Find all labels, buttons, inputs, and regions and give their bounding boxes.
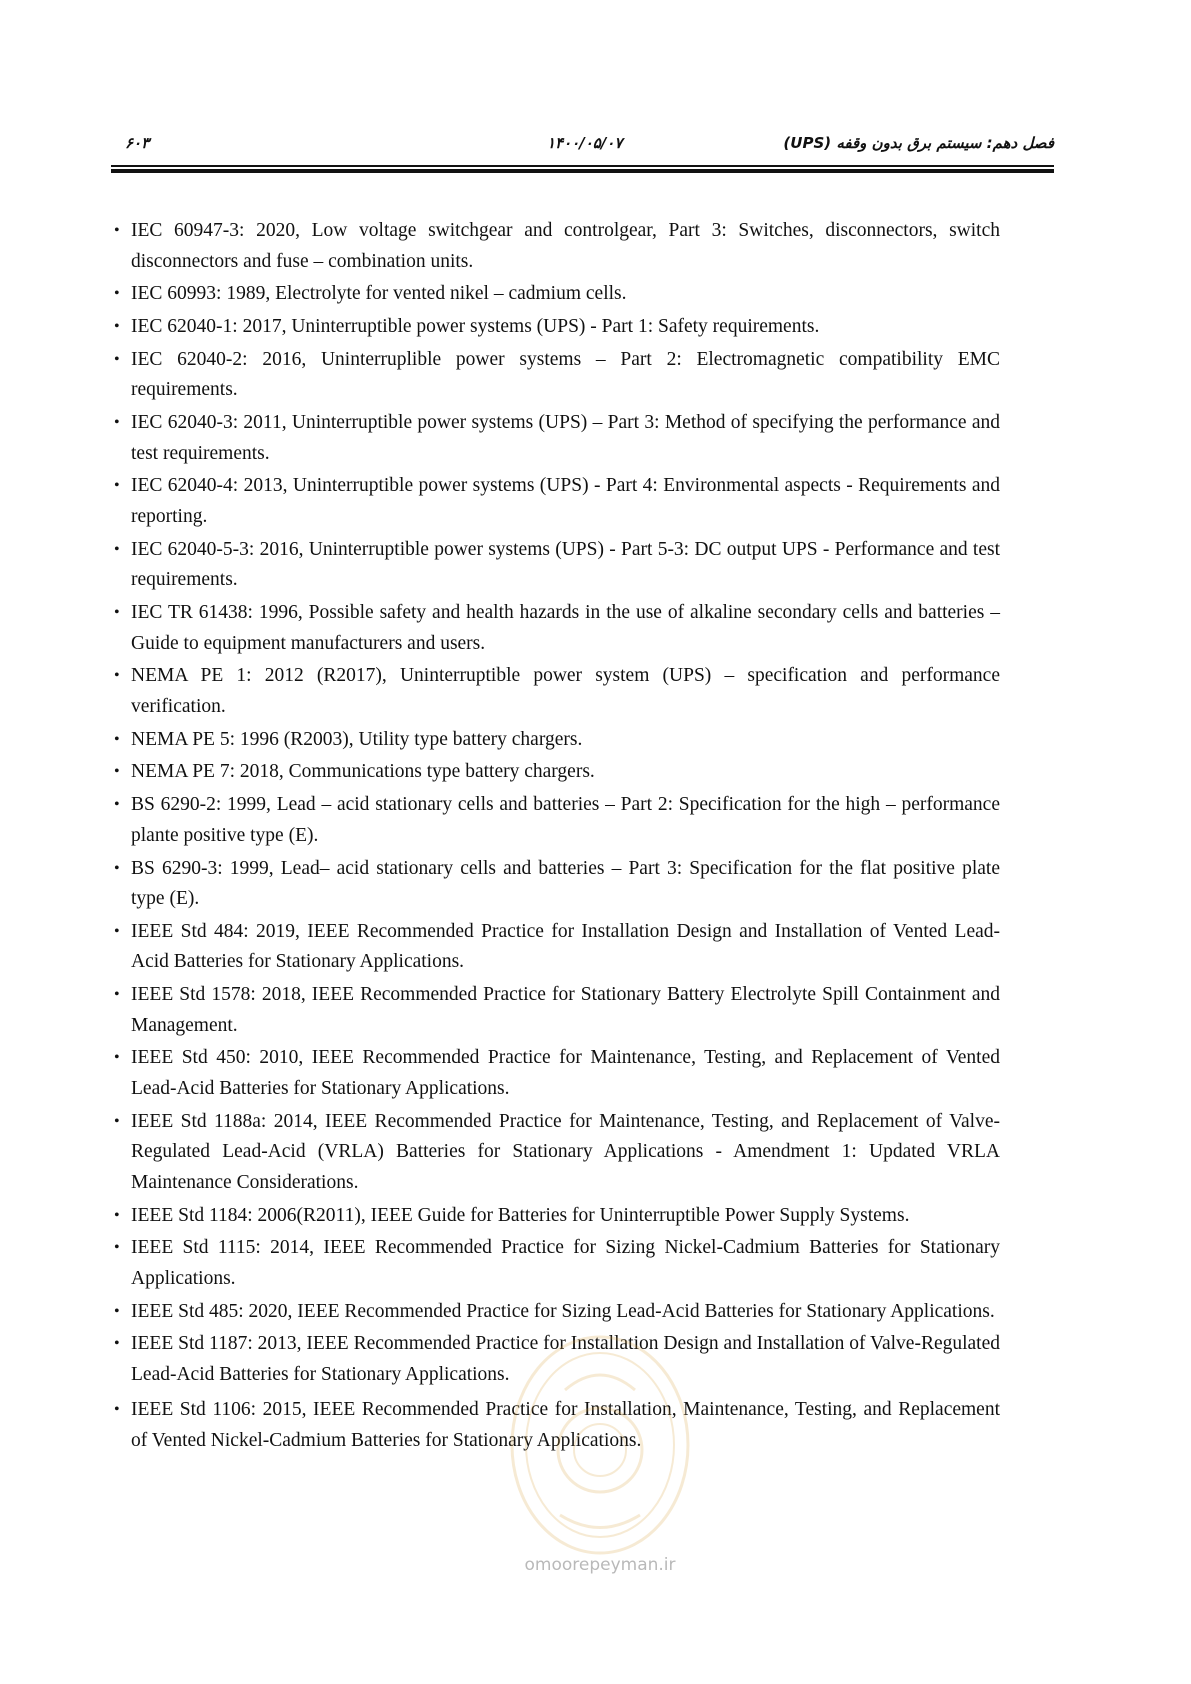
- reference-item: [114, 279, 1000, 310]
- page-number: ۶۰۳: [125, 134, 150, 152]
- reference-item: [114, 980, 1000, 1041]
- reference-text: BS 6290-2: 1999, Lead – acid stationary cells and batteries – Part 2: Specification for the high – performance plante positive type (E).: [131, 794, 1000, 846]
- bullet-icon: •: [114, 1112, 120, 1130]
- bullet-icon: •: [114, 350, 120, 368]
- reference-item: [114, 1107, 1000, 1199]
- reference-text: IEEE Std 485: 2020, IEEE Recommended Practice for Sizing Lead-Acid Batteries for Stationary Applications.: [131, 1300, 995, 1322]
- reference-item: [114, 408, 1000, 469]
- reference-text: IEC TR 61438: 1996, Possible safety and health hazards in the use of alkaline secondary cells and batteries – Guide to equipment manufacturers and users.: [131, 602, 1000, 654]
- reference-text: IEEE Std 1187: 2013, IEEE Recommended Practice for Installation Design and Installation of Valve-Regulated Lead-Acid Batteries for Stationary Applications.: [131, 1333, 1000, 1385]
- reference-text: BS 6290-3: 1999, Lead– acid stationary cells and batteries – Part 3: Specification for the flat positive plate type (E).: [131, 857, 1000, 910]
- header-rule-thin: [111, 165, 1054, 167]
- reference-item: [114, 661, 1000, 722]
- reference-text: IEC 62040-2: 2016, Uninterruplible power systems – Part 2: Electromagnetic compatibility EMC requirements.: [131, 348, 1000, 401]
- page-header: [111, 132, 1054, 158]
- reference-item: [114, 790, 1000, 851]
- reference-text: NEMA PE 7: 2018, Communications type battery chargers.: [131, 761, 595, 783]
- reference-text: IEC 62040-5-3: 2016, Uninterruptible power systems (UPS) - Part 5-3: DC output UPS - Performance and test requirements.: [131, 538, 1000, 591]
- bullet-icon: •: [114, 285, 120, 303]
- reference-item: [114, 345, 1000, 406]
- bullet-icon: •: [114, 796, 120, 814]
- reference-item: [114, 216, 1000, 277]
- reference-list: [114, 216, 1000, 1459]
- bullet-icon: •: [114, 414, 120, 432]
- reference-text: NEMA PE 1: 2012 (R2017), Uninterruptible power system (UPS) – specification and performance verification.: [131, 665, 1000, 717]
- reference-item: [114, 1043, 1000, 1104]
- reference-text: IEEE Std 450: 2010, IEEE Recommended Practice for Maintenance, Testing, and Replacement of Vented Lead-Acid Batteries for Stationary Applications.: [131, 1047, 1000, 1099]
- reference-item: [114, 598, 1000, 659]
- bullet-icon: •: [114, 859, 120, 877]
- chapter-title: فصل دهم: سیستم برق بدون وقفه (UPS): [783, 134, 1054, 152]
- bullet-icon: •: [114, 763, 120, 781]
- watermark-text: omoorepeyman.ir: [524, 1555, 676, 1575]
- bullet-icon: •: [114, 1335, 120, 1353]
- reference-item: [114, 1297, 1000, 1328]
- reference-text: IEC 62040-1: 2017, Uninterruptible power systems (UPS) - Part 1: Safety requirements.: [131, 316, 820, 338]
- reference-text: IEC 62040-3: 2011, Uninterruptible power systems (UPS) – Part 3: Method of specifying the performance and test requirements.: [131, 412, 1000, 464]
- bullet-icon: •: [114, 730, 120, 748]
- reference-text: IEC 60993: 1989, Electrolyte for vented nikel – cadmium cells.: [131, 283, 627, 305]
- reference-text: IEC 62040-4: 2013, Uninterruptible power systems (UPS) - Part 4: Environmental aspects - Requirements and reporting.: [131, 475, 1000, 527]
- watermark-logo: [505, 1330, 695, 1560]
- reference-item: [114, 1201, 1000, 1232]
- reference-item: [114, 757, 1000, 788]
- reference-item: [114, 471, 1000, 532]
- bullet-icon: •: [114, 318, 120, 336]
- bullet-icon: •: [114, 540, 120, 558]
- bullet-icon: •: [114, 667, 120, 685]
- bullet-icon: •: [114, 986, 120, 1004]
- bullet-icon: •: [114, 922, 120, 940]
- bullet-icon: •: [114, 604, 120, 622]
- reference-item: [114, 917, 1000, 978]
- bullet-icon: •: [114, 1239, 120, 1257]
- bullet-icon: •: [114, 1401, 120, 1419]
- bullet-icon: •: [114, 477, 120, 495]
- reference-text: IEEE Std 1115: 2014, IEEE Recommended Practice for Sizing Nickel-Cadmium Batteries for Stationary Applications.: [131, 1237, 1000, 1289]
- reference-item: [114, 535, 1000, 596]
- reference-text: IEEE Std 1106: 2015, IEEE Recommended Practice for Installation, Maintenance, Testing, and Replacement of Vented Nickel-Cadmium Batteries for Stationary Applications.: [131, 1399, 1000, 1451]
- bullet-icon: •: [114, 1049, 120, 1067]
- bullet-icon: •: [114, 1302, 120, 1320]
- reference-item: [114, 312, 1000, 343]
- reference-item: [114, 854, 1000, 915]
- reference-text: IEEE Std 484: 2019, IEEE Recommended Practice for Installation Design and Installation of Vented Lead-Acid Batteries for Stationary Applications.: [131, 920, 1000, 973]
- reference-text: IEEE Std 1578: 2018, IEEE Recommended Practice for Stationary Battery Electrolyte Spill Containment and Management.: [131, 984, 1000, 1036]
- bullet-icon: •: [114, 222, 120, 239]
- reference-text: IEC 60947-3: 2020, Low voltage switchgear and controlgear, Part 3: Switches, disconnectors, switch disconnectors and fuse – combination units.: [131, 220, 1000, 272]
- reference-item: [114, 1233, 1000, 1294]
- document-date: ۱۴۰۰/۰۵/۰۷: [547, 134, 623, 152]
- reference-item: [114, 725, 1000, 756]
- header-rule-thick: [111, 169, 1054, 173]
- reference-text: NEMA PE 5: 1996 (R2003), Utility type battery chargers.: [131, 728, 583, 750]
- bullet-icon: •: [114, 1206, 120, 1224]
- reference-text: IEEE Std 1188a: 2014, IEEE Recommended Practice for Maintenance, Testing, and Replacement of Valve-Regulated Lead-Acid (VRLA) Batteries for Stationary Applications - Amendment 1: Updated VRLA Maintenance Considerations.: [131, 1110, 1000, 1193]
- reference-text: IEEE Std 1184: 2006(R2011), IEEE Guide for Batteries for Uninterruptible Power Supply Systems.: [131, 1204, 910, 1226]
